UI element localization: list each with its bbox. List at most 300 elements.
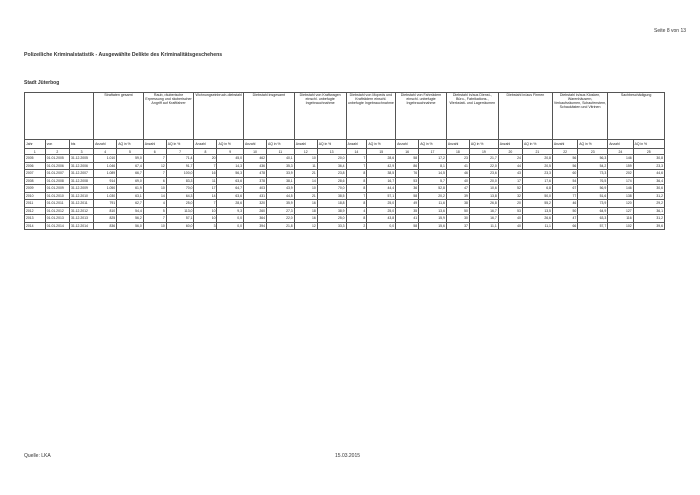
table-cell: 43	[498, 170, 522, 178]
table-cell: 8	[346, 215, 367, 223]
table-cell: 22,0	[469, 162, 498, 170]
table-cell: 58	[396, 155, 419, 163]
column-index: 22	[552, 149, 577, 155]
table-cell: 20,2	[419, 192, 447, 200]
table-cell: 40	[498, 215, 522, 223]
table-cell: 57,1	[166, 215, 194, 223]
table-cell: 69,0	[117, 177, 144, 185]
table-cell: 60,0	[166, 222, 194, 230]
table-cell: 36	[396, 185, 419, 193]
table-cell: 146	[608, 185, 633, 193]
table-cell: 73,9	[578, 200, 608, 208]
table-cell: 27,3	[267, 207, 295, 215]
table-cell: 791	[94, 200, 117, 208]
table-cell: 40,1	[267, 155, 295, 163]
table-cell: 56,2	[117, 215, 144, 223]
table-cell: 14	[294, 177, 317, 185]
table-row	[25, 215, 665, 223]
column-header: Anzahl	[294, 140, 317, 149]
table-cell: 71,4	[166, 155, 194, 163]
table-body	[25, 155, 665, 230]
table-cell: 31.12.2006	[69, 162, 93, 170]
table-cell: 16,7	[469, 215, 498, 223]
table-cell: 26,6	[522, 215, 552, 223]
table-cell: 58	[396, 192, 419, 200]
table-cell: 394	[244, 222, 267, 230]
table-cell: 31.12.2005	[69, 155, 93, 163]
group-header: Diebstahl von Kraftwagen einschl. unbefugte Ingebrauchnahme	[294, 93, 346, 140]
table-cell: 28,6	[367, 155, 396, 163]
sub-header-row	[25, 140, 665, 149]
table-cell: 29,2	[633, 200, 664, 208]
table-cell: 113,0	[166, 207, 194, 215]
table-cell: 2012	[25, 207, 46, 215]
table-cell: 62,7	[117, 200, 144, 208]
table-cell: 64,9	[578, 207, 608, 215]
table-cell: 11	[194, 177, 217, 185]
table-cell: 10	[143, 185, 166, 193]
table-cell: 260	[244, 207, 267, 215]
column-index: 8	[194, 149, 217, 155]
table-cell: 31,2	[633, 192, 664, 200]
table-cell: 8,1	[419, 162, 447, 170]
table-cell: 378	[244, 177, 267, 185]
table-cell: 17	[194, 185, 217, 193]
table-cell: 77	[552, 192, 577, 200]
table-cell: 66,7	[117, 170, 144, 178]
table-cell: 36,4	[317, 162, 346, 170]
table-cell: 50,0	[522, 192, 552, 200]
table-cell: 57,7	[578, 222, 608, 230]
table-cell: 28,6	[217, 200, 244, 208]
table-cell: 7	[194, 162, 217, 170]
table-cell: 01.01.2006	[45, 162, 69, 170]
table-cell: 23,8	[317, 170, 346, 178]
table-cell: 56	[552, 155, 577, 163]
table-cell: 25,0	[367, 200, 396, 208]
table-cell: 38,1	[267, 177, 295, 185]
table-cell: 63,3	[578, 215, 608, 223]
table-cell: 1.089	[94, 170, 117, 178]
column-header: AQ in %	[267, 140, 295, 149]
table-cell: 25,0	[367, 207, 396, 215]
column-index: 12	[294, 149, 317, 155]
column-header: Anzahl	[143, 140, 166, 149]
table-cell: 25,0	[166, 200, 194, 208]
column-header: AQ in %	[367, 140, 396, 149]
table-cell: 52	[498, 185, 522, 193]
table-cell: 1.046	[94, 162, 117, 170]
group-header: Diebstahl von Fahrrädern einschl. unbefugte Ingebrauchnahme	[396, 93, 447, 140]
table-cell: 67	[552, 185, 577, 193]
table-cell: 12	[294, 222, 317, 230]
table-cell: 4	[143, 200, 166, 208]
table-cell: 43,9	[267, 185, 295, 193]
column-header: Anzahl	[346, 140, 367, 149]
table-cell: 41	[446, 162, 469, 170]
table-cell: 825	[94, 215, 117, 223]
statistics-table	[24, 92, 665, 230]
table-cell: 91,7	[166, 162, 194, 170]
table-cell: 16	[294, 200, 317, 208]
table-cell: 14,5	[419, 170, 447, 178]
table-cell: 57,1	[367, 192, 396, 200]
table-cell: 1.010	[94, 155, 117, 163]
table-row	[25, 207, 665, 215]
table-row	[25, 222, 665, 230]
group-header: Straftaten gesamt	[94, 93, 144, 140]
table-cell: 01.01.2012	[45, 207, 69, 215]
table-cell: 54,2	[578, 162, 608, 170]
column-index: 23	[578, 149, 608, 155]
table-cell: 2006	[25, 162, 46, 170]
table-cell: 2005	[25, 155, 46, 163]
table-cell: 64,7	[217, 185, 244, 193]
table-cell: 70,0	[317, 185, 346, 193]
table-cell: 56,9	[578, 185, 608, 193]
group-header: Diebstahl insgesamt	[244, 93, 295, 140]
table-cell: 364	[244, 215, 267, 223]
table-cell: 26,8	[469, 200, 498, 208]
table-cell: 44,6	[633, 170, 664, 178]
table-cell: 431	[244, 192, 267, 200]
table-cell: 73,3	[578, 170, 608, 178]
table-cell: 86	[396, 162, 419, 170]
table-cell: 35	[396, 207, 419, 215]
column-header: Anzahl	[396, 140, 419, 149]
table-cell: 1.030	[94, 192, 117, 200]
column-index: 19	[469, 149, 498, 155]
table-cell: 14,3	[217, 162, 244, 170]
table-cell: 40	[498, 222, 522, 230]
column-index: 1	[25, 149, 46, 155]
table-cell: 38,5	[367, 170, 396, 178]
column-index: 18	[446, 149, 469, 155]
table-cell: 36,4	[633, 177, 664, 185]
table-cell: 21	[294, 170, 317, 178]
table-cell: 20	[498, 200, 522, 208]
column-header: Anzahl	[446, 140, 469, 149]
table-cell: 63,6	[217, 177, 244, 185]
table-cell: 0,0	[217, 222, 244, 230]
table-cell: 13,5	[522, 207, 552, 215]
table-cell: 24	[498, 155, 522, 163]
table-cell: 35,3	[267, 162, 295, 170]
column-index: 11	[267, 149, 295, 155]
table-cell: 50	[552, 207, 577, 215]
column-index: 3	[69, 149, 93, 155]
table-cell: 15,9	[419, 215, 447, 223]
column-index: 25	[633, 149, 664, 155]
table-cell: 54	[552, 177, 577, 185]
table-cell: 56,3	[217, 170, 244, 178]
group-header: Sachbeschädigung	[608, 93, 665, 140]
table-cell: 102	[608, 222, 633, 230]
table-cell: 39	[446, 192, 469, 200]
column-index: 20	[498, 149, 522, 155]
group-header: Wohnungseinbruch-diebstahl	[194, 93, 244, 140]
table-cell: 23,3	[633, 162, 664, 170]
table-cell: 17,2	[419, 155, 447, 163]
group-header-row	[25, 93, 665, 140]
column-header: AQ in %	[419, 140, 447, 149]
table-cell: 15,6	[419, 222, 447, 230]
table-cell: 56	[552, 162, 577, 170]
table-cell: 37	[446, 222, 469, 230]
table-cell: 8	[346, 185, 367, 193]
table-cell: 38	[446, 200, 469, 208]
table-cell: 7	[194, 200, 217, 208]
table-cell: 30	[446, 215, 469, 223]
table-cell: 21	[294, 192, 317, 200]
table-cell: 31,2	[633, 215, 664, 223]
column-header: Jahr	[25, 140, 46, 149]
table-cell: 56,3	[578, 155, 608, 163]
table-cell: 59,0	[117, 155, 144, 163]
column-header: Anzahl	[608, 140, 633, 149]
column-header: AQ in %	[578, 140, 608, 149]
column-index: 13	[317, 149, 346, 155]
table-cell: 46	[446, 170, 469, 178]
table-cell: 174	[608, 177, 633, 185]
column-header: AQ in %	[217, 140, 244, 149]
table-cell: 320	[244, 200, 267, 208]
table-cell: 31.12.2011	[69, 200, 93, 208]
table-cell: 10	[143, 222, 166, 230]
table-cell: 462	[244, 155, 267, 163]
table-cell: 44,4	[367, 185, 396, 193]
table-cell: 18,8	[317, 200, 346, 208]
column-header: bis	[69, 140, 93, 149]
column-header: AQ in %	[166, 140, 194, 149]
column-index: 10	[244, 149, 267, 155]
column-index: 17	[419, 149, 447, 155]
table-cell: 44,5	[267, 192, 295, 200]
table-cell: 63,6	[217, 192, 244, 200]
table-cell: 55,2	[522, 200, 552, 208]
table-cell: 20,0	[469, 177, 498, 185]
table-row	[25, 177, 665, 185]
table-cell: 20,5	[522, 162, 552, 170]
table-row	[25, 200, 665, 208]
table-cell: 436	[244, 162, 267, 170]
group-header: Diebstahl von Mopeds und Krafträdern einschl. unbefugte Ingebrauchnahme	[346, 93, 396, 140]
print-date: 15.03.2015	[335, 453, 361, 459]
table-cell: 120	[608, 200, 633, 208]
table-cell: 0,0	[217, 215, 244, 223]
table-cell: 11,6	[419, 200, 447, 208]
table-cell: 116	[608, 215, 633, 223]
column-index: 9	[217, 149, 244, 155]
table-cell: 20,0	[317, 155, 346, 163]
table-cell: 10,6	[469, 185, 498, 193]
table-row	[25, 170, 665, 178]
table-cell: 810	[94, 207, 117, 215]
table-cell: 40	[446, 177, 469, 185]
table-cell: 8	[346, 170, 367, 178]
table-cell: 2009	[25, 185, 46, 193]
table-cell: 01.01.2014	[45, 222, 69, 230]
table-cell: 2	[346, 222, 367, 230]
table-cell: 56,0	[117, 222, 144, 230]
table-cell: 01.01.2007	[45, 170, 69, 178]
table-cell: 53	[396, 177, 419, 185]
table-cell: 49	[396, 200, 419, 208]
table-cell: 30,8	[633, 155, 664, 163]
table-cell: 39,6	[633, 222, 664, 230]
table-cell: 76	[396, 170, 419, 178]
column-header: AQ in %	[469, 140, 498, 149]
table-cell: 83,3	[166, 177, 194, 185]
table-cell: 32	[498, 192, 522, 200]
table-cell: 8	[346, 200, 367, 208]
table-cell: 45,0	[217, 155, 244, 163]
column-header: AQ in %	[117, 140, 144, 149]
table-cell: 6	[143, 177, 166, 185]
table-cell: 2011	[25, 200, 46, 208]
table-row	[25, 162, 665, 170]
table-cell: 17	[498, 177, 522, 185]
table-cell: 20	[194, 155, 217, 163]
table-cell: 10	[194, 207, 217, 215]
table-cell: 2013	[25, 215, 46, 223]
table-cell: 202	[608, 170, 633, 178]
column-header: Anzahl	[244, 140, 267, 149]
table-cell: 23,3	[522, 170, 552, 178]
table-cell: 5,7	[419, 177, 447, 185]
table-cell: 9,3	[217, 207, 244, 215]
group-header: Raub, räuberische Erpressung und räuberischer Angriff auf Kraftfahrer	[143, 93, 194, 140]
table-cell: 2008	[25, 177, 46, 185]
table-cell: 63,1	[117, 192, 144, 200]
source-note: Quelle: LKA	[24, 453, 51, 459]
table-cell: 47	[552, 215, 577, 223]
column-index: 15	[367, 149, 396, 155]
table-cell: 159	[608, 162, 633, 170]
column-header: AQ in %	[522, 140, 552, 149]
table-cell: 16	[294, 215, 317, 223]
table-cell: 18	[294, 207, 317, 215]
table-cell: 11,1	[522, 222, 552, 230]
table-cell: 3	[194, 222, 217, 230]
table-cell: 4	[346, 207, 367, 215]
table-cell: 31.12.2008	[69, 177, 93, 185]
table-cell: 7	[346, 162, 367, 170]
table-row	[25, 155, 665, 163]
table-cell: 35,9	[267, 200, 295, 208]
column-index: 2	[45, 149, 69, 155]
table-cell: 146	[608, 155, 633, 163]
table-cell: 8	[346, 177, 367, 185]
table-cell: 64,3	[166, 192, 194, 200]
table-cell: 44	[498, 162, 522, 170]
column-index: 24	[608, 149, 633, 155]
table-cell: 10	[194, 215, 217, 223]
table-cell: 14	[143, 192, 166, 200]
report-title: Polizeiliche Kriminalstatistik - Ausgewählte Delikte des Kriminalitätsgeschehens	[24, 52, 223, 58]
table-cell: 46	[552, 200, 577, 208]
table-cell: 38,9	[317, 207, 346, 215]
table-cell: 66	[552, 222, 577, 230]
table-cell: 01.01.2008	[45, 177, 69, 185]
table-cell: 478	[244, 170, 267, 178]
table-cell: 11	[294, 162, 317, 170]
table-cell: 138	[608, 192, 633, 200]
table-cell: 30,6	[633, 185, 664, 193]
table-cell: 2007	[25, 170, 46, 178]
table-cell: 28,6	[317, 177, 346, 185]
table-cell: 33,9	[267, 170, 295, 178]
table-cell: 2014	[25, 222, 46, 230]
table-cell: 5	[143, 207, 166, 215]
table-cell: 51,6	[578, 192, 608, 200]
table-cell: 43,8	[367, 215, 396, 223]
table-cell: 52,8	[419, 185, 447, 193]
table-cell: 127	[608, 207, 633, 215]
column-index: 7	[166, 149, 194, 155]
table-cell: 7	[143, 170, 166, 178]
table-cell: 16	[194, 170, 217, 178]
table-cell: 01.01.2013	[45, 215, 69, 223]
table-cell: 23	[446, 155, 469, 163]
table-cell: 76,5	[578, 177, 608, 185]
group-header: Diebstahl in/aus Dienst-, Büro-, Fabrikations-, Werkstatt- und Lagerräumen	[446, 93, 498, 140]
table-cell: 11,1	[469, 222, 498, 230]
table-cell: 31.12.2009	[69, 185, 93, 193]
table-cell: 31.12.2010	[69, 192, 93, 200]
table-cell: 23,6	[469, 170, 498, 178]
table-cell: 7	[143, 155, 166, 163]
table-cell: 6,8	[522, 185, 552, 193]
table-cell: 01.01.2009	[45, 185, 69, 193]
table-cell: 10	[294, 155, 317, 163]
table-cell: 01.01.2011	[45, 200, 69, 208]
table-cell: 54,4	[117, 207, 144, 215]
column-index: 16	[396, 149, 419, 155]
table-cell: 22,0	[267, 215, 295, 223]
column-header: AQ in %	[633, 140, 664, 149]
table-cell: 58	[396, 222, 419, 230]
column-index: 6	[143, 149, 166, 155]
table-cell: 60	[552, 170, 577, 178]
table-cell: 31.12.2007	[69, 170, 93, 178]
column-header: AQ in %	[317, 140, 346, 149]
group-header	[25, 93, 94, 140]
table-cell: 33,3	[317, 222, 346, 230]
page-number: Seite 8 von 13	[654, 28, 686, 34]
table-cell: 13,8	[469, 192, 498, 200]
table-cell: 12	[143, 162, 166, 170]
table-row	[25, 192, 665, 200]
table-cell: 31.12.2012	[69, 207, 93, 215]
statistics-table-wrap	[24, 92, 665, 230]
group-header: Diebstahl in/aus Firmen	[498, 93, 552, 140]
table-cell: 61,9	[117, 185, 144, 193]
table-cell: 31.12.2013	[69, 215, 93, 223]
table-cell: 21,8	[267, 222, 295, 230]
column-header: von	[45, 140, 69, 149]
table-cell: 17,6	[522, 177, 552, 185]
report-subtitle: Stadt Jüterbog	[24, 80, 60, 86]
group-header: Diebstahl in/aus Kiosken, Warenhäusern, Verkaufsräumen, Schaufenstern, Schaukästen und Vitrinen	[552, 93, 607, 140]
table-cell: 7	[346, 155, 367, 163]
column-index: 4	[94, 149, 117, 155]
table-cell: 403	[244, 185, 267, 193]
table-cell: 16,7	[469, 207, 498, 215]
table-cell: 01.01.2010	[45, 192, 69, 200]
table-cell: 2010	[25, 192, 46, 200]
column-header: Anzahl	[552, 140, 577, 149]
